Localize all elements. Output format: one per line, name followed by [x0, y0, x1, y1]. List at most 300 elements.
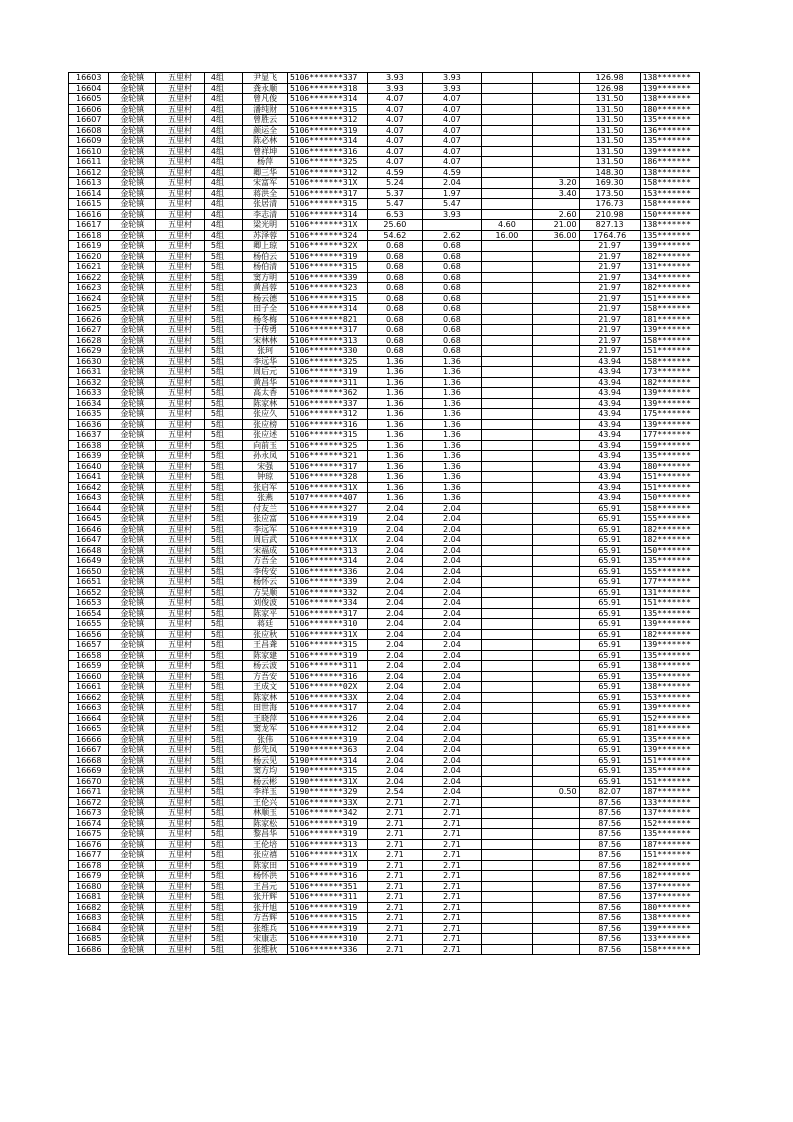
table-row: [69, 818, 700, 829]
cell-record-id: 16648: [69, 545, 109, 556]
cell-record-id: 16631: [69, 367, 109, 378]
cell-record-id: 16626: [69, 314, 109, 325]
cell-village: 五里村: [156, 346, 205, 357]
cell-village: 五里村: [156, 146, 205, 157]
cell-name: 高太香: [243, 388, 288, 399]
cell-group: 4组: [204, 104, 242, 115]
cell-area-total: 2.04: [367, 776, 422, 787]
cell-area-a: 2.04: [422, 671, 481, 682]
cell-area-total: 3.93: [367, 83, 422, 94]
cell-area-a: 2.71: [422, 871, 481, 882]
cell-village: 五里村: [156, 640, 205, 651]
cell-area-a: 2.04: [422, 556, 481, 567]
cell-area-total: 2.04: [367, 745, 422, 756]
cell-area-c: [532, 671, 579, 682]
cell-village: 五里村: [156, 335, 205, 346]
cell-area-a: 0.68: [422, 251, 481, 262]
cell-area-b: [482, 503, 533, 514]
cell-area-b: [482, 839, 533, 850]
cell-phone: 138*******: [640, 661, 699, 672]
cell-id-number: 5106*******32X: [287, 241, 367, 252]
cell-town: 金轮镇: [109, 923, 156, 934]
table-row: [69, 388, 700, 399]
cell-village: 五里村: [156, 503, 205, 514]
cell-area-c: [532, 535, 579, 546]
cell-area-b: [482, 850, 533, 861]
cell-group: 5组: [204, 902, 242, 913]
cell-phone: 135*******: [640, 829, 699, 840]
cell-group: 5组: [204, 514, 242, 525]
cell-amount: 65.91: [579, 566, 640, 577]
cell-id-number: 5106*******330: [287, 346, 367, 357]
table-row: [69, 83, 700, 94]
cell-area-c: [532, 461, 579, 472]
cell-area-a: 1.36: [422, 440, 481, 451]
cell-name: 曾祥坤: [243, 146, 288, 157]
cell-town: 金轮镇: [109, 818, 156, 829]
cell-phone: 135*******: [640, 734, 699, 745]
cell-village: 五里村: [156, 629, 205, 640]
cell-name: 曾胜云: [243, 115, 288, 126]
cell-amount: 65.91: [579, 682, 640, 693]
cell-record-id: 16609: [69, 136, 109, 147]
cell-record-id: 16655: [69, 619, 109, 630]
cell-area-c: [532, 745, 579, 756]
cell-area-a: 2.04: [422, 787, 481, 798]
cell-group: 5组: [204, 346, 242, 357]
cell-phone: 136*******: [640, 125, 699, 136]
cell-id-number: 5106*******310: [287, 619, 367, 630]
cell-area-total: 0.68: [367, 241, 422, 252]
cell-village: 五里村: [156, 125, 205, 136]
cell-village: 五里村: [156, 650, 205, 661]
cell-group: 5组: [204, 409, 242, 420]
cell-name: 窦方均: [243, 766, 288, 777]
cell-town: 金轮镇: [109, 892, 156, 903]
cell-record-id: 16685: [69, 934, 109, 945]
cell-phone: 139*******: [640, 325, 699, 336]
cell-group: 5组: [204, 545, 242, 556]
cell-id-number: 5106*******321: [287, 451, 367, 462]
cell-area-a: 2.71: [422, 860, 481, 871]
cell-id-number: 5106*******315: [287, 913, 367, 924]
cell-amount: 65.91: [579, 766, 640, 777]
cell-village: 五里村: [156, 587, 205, 598]
cell-group: 5组: [204, 608, 242, 619]
cell-area-a: 1.36: [422, 409, 481, 420]
cell-town: 金轮镇: [109, 220, 156, 231]
cell-group: 5组: [204, 661, 242, 672]
cell-name: 林顺玉: [243, 808, 288, 819]
cell-amount: 21.97: [579, 293, 640, 304]
cell-town: 金轮镇: [109, 482, 156, 493]
cell-area-a: 2.04: [422, 724, 481, 735]
cell-id-number: 5106*******311: [287, 377, 367, 388]
cell-group: 5组: [204, 503, 242, 514]
cell-record-id: 16660: [69, 671, 109, 682]
cell-area-total: 25.60: [367, 220, 422, 231]
cell-group: 5组: [204, 283, 242, 294]
cell-area-a: 3.93: [422, 209, 481, 220]
cell-name: 陈家林: [243, 692, 288, 703]
cell-area-a: 2.04: [422, 734, 481, 745]
cell-area-c: [532, 724, 579, 735]
cell-area-b: [482, 535, 533, 546]
cell-amount: 827.13: [579, 220, 640, 231]
cell-town: 金轮镇: [109, 745, 156, 756]
cell-area-total: 1.36: [367, 461, 422, 472]
cell-area-a: 2.04: [422, 745, 481, 756]
cell-amount: 21.97: [579, 335, 640, 346]
cell-village: 五里村: [156, 367, 205, 378]
cell-name: 龚永顺: [243, 83, 288, 94]
cell-area-b: [482, 430, 533, 441]
table-row: [69, 661, 700, 672]
cell-phone: 135*******: [640, 230, 699, 241]
cell-group: 5组: [204, 451, 242, 462]
cell-amount: 87.56: [579, 923, 640, 934]
cell-group: 5组: [204, 797, 242, 808]
cell-village: 五里村: [156, 104, 205, 115]
cell-amount: 43.94: [579, 419, 640, 430]
cell-phone: 181*******: [640, 724, 699, 735]
cell-area-c: [532, 619, 579, 630]
cell-area-c: [532, 367, 579, 378]
cell-record-id: 16624: [69, 293, 109, 304]
cell-group: 5组: [204, 692, 242, 703]
cell-area-total: 2.04: [367, 577, 422, 588]
cell-amount: 87.56: [579, 934, 640, 945]
cell-amount: 87.56: [579, 913, 640, 924]
cell-area-c: [532, 713, 579, 724]
cell-area-b: [482, 913, 533, 924]
table-row: [69, 902, 700, 913]
cell-area-a: 2.04: [422, 178, 481, 189]
cell-name: 杨云波: [243, 661, 288, 672]
cell-id-number: 5106*******314: [287, 209, 367, 220]
cell-group: 5组: [204, 923, 242, 934]
cell-id-number: 5106*******317: [287, 188, 367, 199]
cell-village: 五里村: [156, 923, 205, 934]
cell-group: 5组: [204, 577, 242, 588]
cell-village: 五里村: [156, 241, 205, 252]
cell-area-b: [482, 398, 533, 409]
cell-area-total: 2.71: [367, 818, 422, 829]
cell-id-number: 5106*******332: [287, 587, 367, 598]
cell-town: 金轮镇: [109, 724, 156, 735]
cell-area-b: [482, 451, 533, 462]
cell-area-a: 2.71: [422, 818, 481, 829]
cell-amount: 65.91: [579, 577, 640, 588]
cell-name: 李志清: [243, 209, 288, 220]
table-row: [69, 188, 700, 199]
cell-area-b: [482, 598, 533, 609]
cell-area-total: 4.07: [367, 94, 422, 105]
table-row: [69, 167, 700, 178]
cell-record-id: 16634: [69, 398, 109, 409]
cell-group: 5组: [204, 850, 242, 861]
cell-name: 张珂: [243, 346, 288, 357]
cell-area-total: 2.71: [367, 871, 422, 882]
cell-area-c: [532, 241, 579, 252]
cell-record-id: 16686: [69, 944, 109, 955]
cell-group: 4组: [204, 83, 242, 94]
table-row: [69, 776, 700, 787]
cell-area-b: [482, 829, 533, 840]
cell-amount: 65.91: [579, 535, 640, 546]
cell-group: 5组: [204, 755, 242, 766]
cell-id-number: 5106*******351: [287, 881, 367, 892]
table-row: [69, 755, 700, 766]
cell-group: 5组: [204, 314, 242, 325]
cell-name: 宋富军: [243, 178, 288, 189]
cell-area-c: [532, 283, 579, 294]
cell-area-c: [532, 860, 579, 871]
cell-phone: 138*******: [640, 220, 699, 231]
cell-area-total: 2.04: [367, 692, 422, 703]
cell-area-total: 4.07: [367, 157, 422, 168]
cell-town: 金轮镇: [109, 734, 156, 745]
cell-id-number: 5190*******314: [287, 755, 367, 766]
cell-id-number: 5106*******324: [287, 230, 367, 241]
cell-phone: 182*******: [640, 377, 699, 388]
cell-area-c: [532, 440, 579, 451]
cell-area-a: 2.71: [422, 934, 481, 945]
cell-town: 金轮镇: [109, 146, 156, 157]
cell-village: 五里村: [156, 892, 205, 903]
table-row: [69, 934, 700, 945]
cell-record-id: 16649: [69, 556, 109, 567]
cell-amount: 169.30: [579, 178, 640, 189]
cell-name: 张维兵: [243, 923, 288, 934]
cell-area-c: [532, 661, 579, 672]
cell-record-id: 16622: [69, 272, 109, 283]
cell-phone: 187*******: [640, 787, 699, 798]
cell-amount: 43.94: [579, 430, 640, 441]
cell-record-id: 16679: [69, 871, 109, 882]
cell-area-c: [532, 545, 579, 556]
cell-town: 金轮镇: [109, 293, 156, 304]
cell-town: 金轮镇: [109, 524, 156, 535]
cell-group: 5组: [204, 398, 242, 409]
cell-id-number: 5190*******315: [287, 766, 367, 777]
cell-village: 五里村: [156, 262, 205, 273]
cell-area-b: [482, 692, 533, 703]
cell-name: 刘俊波: [243, 598, 288, 609]
cell-id-number: 5106*******31X: [287, 482, 367, 493]
cell-area-total: 5.24: [367, 178, 422, 189]
cell-village: 五里村: [156, 577, 205, 588]
cell-record-id: 16647: [69, 535, 109, 546]
cell-village: 五里村: [156, 524, 205, 535]
cell-area-a: 2.04: [422, 776, 481, 787]
cell-area-c: [532, 409, 579, 420]
cell-phone: 151*******: [640, 598, 699, 609]
cell-name: 宋强: [243, 461, 288, 472]
cell-group: 5组: [204, 776, 242, 787]
cell-id-number: 5106*******310: [287, 934, 367, 945]
cell-record-id: 16645: [69, 514, 109, 525]
cell-area-c: [532, 881, 579, 892]
table-row: [69, 619, 700, 630]
cell-name: 杨怀洪: [243, 871, 288, 882]
cell-area-c: [532, 94, 579, 105]
cell-record-id: 16681: [69, 892, 109, 903]
cell-id-number: 5106*******362: [287, 388, 367, 399]
cell-area-total: 0.68: [367, 314, 422, 325]
cell-area-b: [482, 167, 533, 178]
cell-area-total: 2.04: [367, 503, 422, 514]
cell-phone: 152*******: [640, 818, 699, 829]
table-row: [69, 724, 700, 735]
table-row: [69, 451, 700, 462]
cell-town: 金轮镇: [109, 577, 156, 588]
table-row: [69, 325, 700, 336]
cell-name: 窦龙军: [243, 724, 288, 735]
cell-area-b: [482, 73, 533, 84]
cell-group: 5组: [204, 650, 242, 661]
cell-id-number: 5106*******336: [287, 944, 367, 955]
cell-village: 五里村: [156, 283, 205, 294]
cell-town: 金轮镇: [109, 713, 156, 724]
cell-village: 五里村: [156, 808, 205, 819]
cell-area-total: 2.04: [367, 587, 422, 598]
cell-phone: 180*******: [640, 104, 699, 115]
cell-record-id: 16633: [69, 388, 109, 399]
table-row: [69, 472, 700, 483]
cell-record-id: 16625: [69, 304, 109, 315]
cell-record-id: 16673: [69, 808, 109, 819]
cell-village: 五里村: [156, 535, 205, 546]
cell-phone: 187*******: [640, 839, 699, 850]
cell-area-c: [532, 115, 579, 126]
cell-area-total: 0.68: [367, 251, 422, 262]
cell-name: 陈家平: [243, 608, 288, 619]
cell-id-number: 5106*******319: [287, 367, 367, 378]
cell-id-number: 5106*******31X: [287, 178, 367, 189]
cell-id-number: 5190*******31X: [287, 776, 367, 787]
cell-name: 宋林林: [243, 335, 288, 346]
cell-area-total: 4.07: [367, 125, 422, 136]
cell-area-c: [532, 871, 579, 882]
cell-area-a: 2.71: [422, 808, 481, 819]
cell-phone: 131*******: [640, 262, 699, 273]
cell-group: 5组: [204, 839, 242, 850]
cell-name: 付友兰: [243, 503, 288, 514]
cell-area-c: [532, 356, 579, 367]
cell-name: 杨伯云: [243, 251, 288, 262]
cell-group: 4组: [204, 188, 242, 199]
cell-phone: 158*******: [640, 944, 699, 955]
table-row: [69, 598, 700, 609]
cell-phone: 139*******: [640, 419, 699, 430]
cell-area-c: [532, 902, 579, 913]
cell-phone: 135*******: [640, 451, 699, 462]
cell-area-a: 2.04: [422, 566, 481, 577]
cell-record-id: 16667: [69, 745, 109, 756]
cell-id-number: 5106*******319: [287, 902, 367, 913]
cell-id-number: 5106*******326: [287, 713, 367, 724]
cell-amount: 65.91: [579, 524, 640, 535]
cell-area-c: [532, 829, 579, 840]
cell-area-b: [482, 440, 533, 451]
cell-village: 五里村: [156, 304, 205, 315]
cell-area-total: 0.68: [367, 262, 422, 273]
cell-phone: 139*******: [640, 241, 699, 252]
cell-village: 五里村: [156, 388, 205, 399]
cell-phone: 177*******: [640, 430, 699, 441]
cell-town: 金轮镇: [109, 850, 156, 861]
cell-id-number: 5106*******313: [287, 335, 367, 346]
cell-area-a: [422, 220, 481, 231]
cell-record-id: 16636: [69, 419, 109, 430]
cell-town: 金轮镇: [109, 934, 156, 945]
cell-village: 五里村: [156, 787, 205, 798]
table-row: [69, 304, 700, 315]
cell-village: 五里村: [156, 755, 205, 766]
cell-area-b: [482, 199, 533, 210]
cell-area-c: [532, 755, 579, 766]
cell-record-id: 16682: [69, 902, 109, 913]
cell-town: 金轮镇: [109, 83, 156, 94]
cell-area-total: 4.07: [367, 136, 422, 147]
cell-area-c: [532, 566, 579, 577]
cell-id-number: 5106*******31X: [287, 850, 367, 861]
cell-group: 5组: [204, 251, 242, 262]
cell-amount: 87.56: [579, 944, 640, 955]
cell-id-number: 5106*******323: [287, 283, 367, 294]
cell-area-b: [482, 776, 533, 787]
cell-area-c: [532, 839, 579, 850]
cell-town: 金轮镇: [109, 871, 156, 882]
cell-amount: 126.98: [579, 83, 640, 94]
cell-phone: 180*******: [640, 461, 699, 472]
table-row: [69, 503, 700, 514]
cell-area-total: 2.71: [367, 913, 422, 924]
cell-id-number: 5106*******31X: [287, 220, 367, 231]
cell-id-number: 5106*******31X: [287, 629, 367, 640]
cell-town: 金轮镇: [109, 902, 156, 913]
cell-area-a: 1.36: [422, 493, 481, 504]
cell-record-id: 16613: [69, 178, 109, 189]
cell-phone: 182*******: [640, 860, 699, 871]
cell-record-id: 16659: [69, 661, 109, 672]
cell-name: 方吾辉: [243, 913, 288, 924]
cell-area-a: 0.68: [422, 262, 481, 273]
cell-id-number: 5106*******327: [287, 503, 367, 514]
cell-amount: 173.50: [579, 188, 640, 199]
cell-amount: 65.91: [579, 598, 640, 609]
cell-area-b: [482, 629, 533, 640]
cell-id-number: 5106*******315: [287, 430, 367, 441]
table-row: [69, 787, 700, 798]
cell-village: 五里村: [156, 871, 205, 882]
cell-amount: 65.91: [579, 556, 640, 567]
table-row: [69, 535, 700, 546]
cell-amount: 131.50: [579, 146, 640, 157]
cell-name: 田子全: [243, 304, 288, 315]
cell-area-total: 2.04: [367, 608, 422, 619]
cell-group: 5组: [204, 713, 242, 724]
cell-area-a: 2.04: [422, 514, 481, 525]
cell-phone: 182*******: [640, 535, 699, 546]
cell-record-id: 16628: [69, 335, 109, 346]
cell-town: 金轮镇: [109, 776, 156, 787]
cell-area-b: [482, 125, 533, 136]
cell-town: 金轮镇: [109, 367, 156, 378]
table-row: [69, 94, 700, 105]
cell-name: 周后武: [243, 535, 288, 546]
